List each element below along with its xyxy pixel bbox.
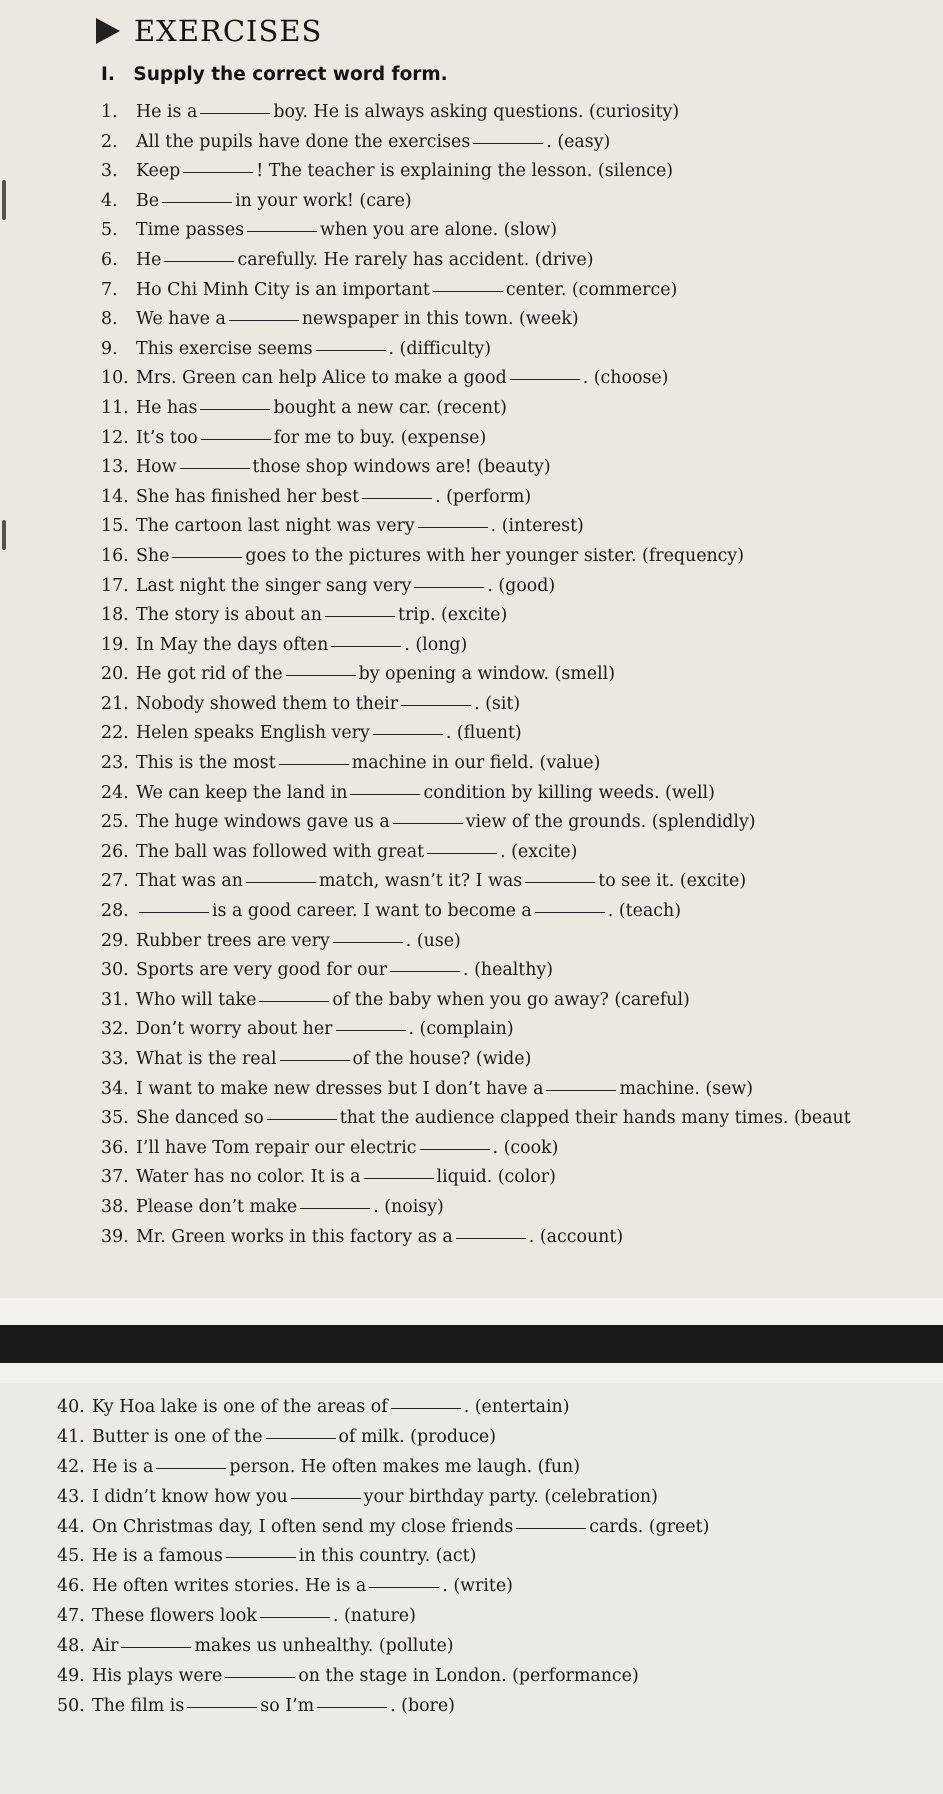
item-number: 15. xyxy=(101,516,129,537)
answer-blank[interactable] xyxy=(286,674,356,676)
exercise-item xyxy=(101,246,851,276)
item-number: 17. xyxy=(101,575,129,596)
exercise-item xyxy=(101,690,851,720)
item-text-before: I want to make new dresses but I don’t have a xyxy=(136,1078,544,1099)
item-text-after: . (excite) xyxy=(500,841,578,862)
item-number: 16. xyxy=(101,545,129,566)
exercise-item xyxy=(101,660,851,690)
item-number: 23. xyxy=(101,753,129,774)
exercise-item xyxy=(57,1542,709,1572)
answer-blank[interactable] xyxy=(180,467,250,469)
answer-blank[interactable] xyxy=(247,230,317,232)
item-number: 49. xyxy=(57,1666,85,1687)
item-number: 50. xyxy=(57,1695,85,1716)
item-text-before: He got rid of the xyxy=(136,664,283,685)
item-text-after: carefully. He rarely has accident. (drive) xyxy=(237,249,594,270)
item-text-after: to see it. (excite) xyxy=(598,871,747,892)
item-text-before: The film is xyxy=(92,1695,185,1716)
exercise-item xyxy=(101,1104,851,1134)
item-number: 43. xyxy=(57,1486,85,1507)
item-text-before: We can keep the land in xyxy=(136,782,348,803)
item-text-after: when you are alone. (slow) xyxy=(320,220,558,241)
item-text-before: It’s too xyxy=(136,427,198,448)
item-text-before: Be xyxy=(136,190,160,211)
exercise-item xyxy=(101,572,851,602)
exercise-item xyxy=(57,1572,709,1602)
answer-blank[interactable] xyxy=(420,1148,490,1150)
exercise-item xyxy=(101,808,851,838)
answer-blank[interactable] xyxy=(317,1706,387,1708)
answer-blank[interactable] xyxy=(336,1029,406,1031)
item-text-before: Air xyxy=(92,1636,119,1657)
part-label: I. xyxy=(101,64,115,85)
item-text-after: for me to buy. (expense) xyxy=(273,427,487,448)
page-gap xyxy=(0,1298,943,1325)
answer-blank[interactable] xyxy=(331,645,401,647)
item-text-before: Please don’t make xyxy=(136,1196,298,1217)
item-number: 20. xyxy=(101,664,129,685)
exercise-item xyxy=(101,1163,851,1193)
item-text-before: He xyxy=(136,249,162,270)
exercise-item xyxy=(101,749,851,779)
page-bottom xyxy=(0,1383,943,1794)
answer-blank[interactable] xyxy=(427,852,497,854)
item-number: 40. xyxy=(57,1397,85,1417)
item-text-after: in this country. (act) xyxy=(298,1546,477,1567)
item-text-before: The story is about an xyxy=(136,605,322,626)
item-number: 47. xyxy=(57,1606,85,1627)
exercise-item xyxy=(57,1513,709,1543)
answer-blank[interactable] xyxy=(156,1467,226,1469)
item-text-after: . (interest) xyxy=(490,516,584,537)
item-text-before: How xyxy=(136,457,177,478)
exercise-item xyxy=(101,719,851,749)
item-text-before: He is a xyxy=(136,102,198,122)
item-number: 35. xyxy=(101,1108,129,1129)
item-text-after: . (complain) xyxy=(408,1019,514,1040)
item-number: 21. xyxy=(101,693,129,714)
answer-blank[interactable] xyxy=(364,1177,434,1179)
item-number: 29. xyxy=(101,930,129,951)
answer-blank[interactable] xyxy=(401,704,471,706)
item-text-before: We have a xyxy=(136,309,226,330)
item-text-before: Water has no color. It is a xyxy=(136,1167,361,1188)
answer-blank[interactable] xyxy=(187,1706,257,1708)
item-text-before: Keep xyxy=(136,161,181,182)
item-text-before: Mr. Green works in this factory as a xyxy=(136,1226,453,1247)
item-text-after: . (perform) xyxy=(435,486,532,507)
exercise-item xyxy=(101,1045,851,1075)
answer-blank[interactable] xyxy=(172,556,242,558)
item-text-after: center. (commerce) xyxy=(505,279,678,300)
item-number: 42. xyxy=(57,1456,85,1477)
item-number: 30. xyxy=(101,960,129,981)
answer-blank[interactable] xyxy=(259,1000,329,1002)
item-text-after: goes to the pictures with her younger sister. (frequency) xyxy=(245,545,745,566)
answer-blank[interactable] xyxy=(246,881,316,883)
item-number: 19. xyxy=(101,634,129,655)
item-text-after: of the house? (wide) xyxy=(352,1049,532,1069)
answer-blank[interactable] xyxy=(456,1237,526,1239)
item-text-after: that the audience clapped their hands many times. (beaut xyxy=(339,1108,851,1129)
item-text-after: bought a new car. (recent) xyxy=(273,397,507,418)
answer-blank[interactable] xyxy=(414,586,484,588)
item-number: 6. xyxy=(101,249,118,270)
exercise-item xyxy=(101,1075,851,1105)
item-text-before: He is a xyxy=(92,1456,154,1477)
item-number: 14. xyxy=(101,486,129,507)
answer-blank[interactable] xyxy=(225,1676,295,1678)
exercise-item xyxy=(57,1632,709,1662)
exercise-item xyxy=(101,394,851,424)
page-edge-mark xyxy=(2,180,6,220)
item-text-after: match, wasn’t it? I was xyxy=(318,871,523,892)
answer-blank[interactable] xyxy=(300,1207,370,1209)
item-text-before: Time passes xyxy=(136,220,245,241)
answer-blank[interactable] xyxy=(200,408,270,410)
exercise-item xyxy=(101,187,851,217)
item-number: 38. xyxy=(101,1196,129,1217)
item-number: 26. xyxy=(101,841,129,862)
item-number: 48. xyxy=(57,1636,85,1657)
answer-blank[interactable] xyxy=(391,1407,461,1409)
item-text-after: view of the grounds. (splendidly) xyxy=(465,812,756,833)
item-text-after: . (fluent) xyxy=(445,723,522,744)
item-text-before: Sports are very good for our xyxy=(136,960,388,981)
item-number: 24. xyxy=(101,782,129,803)
item-text-after: so I’m xyxy=(260,1695,315,1716)
item-text-after: your birthday party. (celebration) xyxy=(363,1486,658,1507)
item-text-before: Who will take xyxy=(136,989,257,1010)
answer-blank[interactable] xyxy=(516,1527,586,1529)
item-text-after: makes us unhealthy. (pollute) xyxy=(194,1636,454,1657)
item-text-after: liquid. (color) xyxy=(436,1167,556,1188)
section-title-text: EXERCISES xyxy=(134,14,323,48)
part-heading xyxy=(101,64,448,85)
part-instruction: Supply the correct word form. xyxy=(133,64,448,85)
item-number: 44. xyxy=(57,1516,85,1537)
answer-blank[interactable] xyxy=(546,1089,616,1091)
exercise-item xyxy=(101,1015,851,1045)
item-number: 37. xyxy=(101,1167,129,1188)
item-number: 9. xyxy=(101,338,118,359)
item-number: 12. xyxy=(101,427,129,448)
answer-blank[interactable] xyxy=(362,497,432,499)
answer-blank[interactable] xyxy=(279,763,349,765)
item-text-before: All the pupils have done the exercises xyxy=(136,131,471,152)
item-text-after: condition by killing weeds. (well) xyxy=(423,782,715,803)
item-number: 46. xyxy=(57,1576,85,1597)
item-number: 2. xyxy=(101,131,118,152)
answer-blank[interactable] xyxy=(266,1437,336,1439)
answer-blank[interactable] xyxy=(390,970,460,972)
exercise-item xyxy=(57,1393,709,1423)
answer-blank[interactable] xyxy=(510,378,580,380)
section-title xyxy=(96,14,322,48)
item-text-after: . (easy) xyxy=(546,131,611,152)
item-number: 45. xyxy=(57,1546,85,1567)
item-text-after: newspaper in this town. (week) xyxy=(301,309,579,330)
exercise-item xyxy=(101,305,851,335)
exercise-item xyxy=(101,128,851,158)
item-number: 7. xyxy=(101,279,118,300)
answer-blank[interactable] xyxy=(200,112,270,114)
answer-blank[interactable] xyxy=(369,1586,439,1588)
item-text-before: She xyxy=(136,545,170,566)
item-text-after: . (healthy) xyxy=(463,960,554,981)
answer-blank[interactable] xyxy=(316,349,386,351)
exercise-item xyxy=(57,1423,709,1453)
item-number: 4. xyxy=(101,190,118,211)
answer-blank[interactable] xyxy=(393,822,463,824)
triangle-arrow-icon xyxy=(96,18,120,44)
item-number: 41. xyxy=(57,1426,85,1447)
item-text-after: . (nature) xyxy=(332,1606,416,1627)
page-divider xyxy=(0,1325,943,1363)
item-text-after: of milk. (produce) xyxy=(338,1426,497,1447)
item-number: 39. xyxy=(101,1226,129,1247)
item-text-before: Ho Chi Minh City is an important xyxy=(136,279,430,300)
item-text-after: in your work! (care) xyxy=(235,190,412,211)
exercise-item xyxy=(101,483,851,513)
item-text-after: of the baby when you go away? (careful) xyxy=(332,989,690,1010)
item-text-after: machine. (sew) xyxy=(619,1078,754,1099)
item-text-before: He is a famous xyxy=(92,1546,223,1567)
item-number: 5. xyxy=(101,220,118,241)
item-text-after: . (cook) xyxy=(492,1137,559,1158)
exercise-item xyxy=(101,453,851,483)
answer-blank[interactable] xyxy=(418,526,488,528)
item-number: 32. xyxy=(101,1019,129,1040)
exercise-item xyxy=(101,631,851,661)
item-text-after: . (choose) xyxy=(582,368,669,389)
exercise-item xyxy=(101,216,851,246)
item-text-before: In May the days often xyxy=(136,634,329,655)
exercise-list-part2 xyxy=(57,1393,709,1722)
item-text-before: Last night the singer sang very xyxy=(136,575,412,596)
item-text-before: The huge windows gave us a xyxy=(136,812,390,833)
answer-blank[interactable] xyxy=(121,1646,191,1648)
item-number: 3. xyxy=(101,161,118,182)
item-text-after: . (bore) xyxy=(390,1695,455,1716)
answer-blank[interactable] xyxy=(373,733,443,735)
item-text-after: . (long) xyxy=(404,634,468,655)
item-text-before: Mrs. Green can help Alice to make a good xyxy=(136,368,507,389)
item-number: 13. xyxy=(101,457,129,478)
answer-blank[interactable] xyxy=(350,793,420,795)
item-number: 36. xyxy=(101,1137,129,1158)
exercise-item xyxy=(101,512,851,542)
item-number: 8. xyxy=(101,309,118,330)
exercise-item xyxy=(101,364,851,394)
item-text-before: Ky Hoa lake is one of the areas of xyxy=(92,1397,388,1417)
item-text-before: His plays were xyxy=(92,1666,223,1687)
item-number: 33. xyxy=(101,1049,129,1069)
exercise-item xyxy=(101,424,851,454)
answer-blank[interactable] xyxy=(473,142,543,144)
item-text-after: . (entertain) xyxy=(463,1397,570,1417)
exercise-item xyxy=(57,1453,709,1483)
answer-blank[interactable] xyxy=(267,1118,337,1120)
answer-blank[interactable] xyxy=(525,881,595,883)
item-text-after: . (teach) xyxy=(607,901,681,922)
exercise-item xyxy=(101,335,851,365)
answer-blank[interactable] xyxy=(139,911,209,913)
item-number: 25. xyxy=(101,812,129,833)
exercise-item xyxy=(101,98,851,128)
exercise-item xyxy=(57,1483,709,1513)
item-text-before: Helen speaks English very xyxy=(136,723,370,744)
item-text-after: . (sit) xyxy=(474,693,521,714)
exercise-item xyxy=(57,1662,709,1692)
item-text-after: boy. He is always asking questions. (curiosity) xyxy=(273,102,680,122)
exercise-item xyxy=(101,897,851,927)
item-text-before: On Christmas day, I often send my close friends xyxy=(92,1516,514,1537)
answer-blank[interactable] xyxy=(162,201,232,203)
exercise-item xyxy=(101,986,851,1016)
exercise-item xyxy=(101,779,851,809)
item-text-before: Don’t worry about her xyxy=(136,1019,333,1040)
item-text-after: . (noisy) xyxy=(373,1196,444,1217)
item-text-after: is a good career. I want to become a xyxy=(212,901,532,922)
item-number: 11. xyxy=(101,397,129,418)
item-number: 10. xyxy=(101,368,129,389)
answer-blank[interactable] xyxy=(291,1497,361,1499)
item-number: 18. xyxy=(101,605,129,626)
item-number: 27. xyxy=(101,871,129,892)
answer-blank[interactable] xyxy=(325,615,395,617)
exercise-item xyxy=(101,867,851,897)
item-text-after: by opening a window. (smell) xyxy=(358,664,615,685)
exercise-item xyxy=(57,1692,709,1722)
answer-blank[interactable] xyxy=(226,1556,296,1558)
item-text-after: . (good) xyxy=(487,575,556,596)
item-text-before: He often writes stories. He is a xyxy=(92,1576,367,1597)
item-number: 1. xyxy=(101,102,118,122)
item-text-before: I’ll have Tom repair our electric xyxy=(136,1137,417,1158)
item-text-before: That was an xyxy=(136,871,243,892)
answer-blank[interactable] xyxy=(201,438,271,440)
item-number: 31. xyxy=(101,989,129,1010)
answer-blank[interactable] xyxy=(433,290,503,292)
item-text-before: Rubber trees are very xyxy=(136,930,330,951)
exercise-item xyxy=(101,542,851,572)
item-text-after: on the stage in London. (performance) xyxy=(298,1666,639,1687)
item-text-before: Nobody showed them to their xyxy=(136,693,399,714)
item-text-after: those shop windows are! (beauty) xyxy=(252,457,551,478)
item-number: 28. xyxy=(101,901,129,922)
item-text-after: . (account) xyxy=(528,1226,624,1247)
item-text-before: The ball was followed with great xyxy=(136,841,425,862)
answer-blank[interactable] xyxy=(535,911,605,913)
item-text-after: ! The teacher is explaining the lesson. (silence) xyxy=(256,161,674,182)
item-text-after: . (difficulty) xyxy=(388,338,492,359)
item-text-before: He has xyxy=(136,397,198,418)
exercise-item xyxy=(101,956,851,986)
exercise-item xyxy=(101,838,851,868)
exercise-item xyxy=(101,276,851,306)
answer-blank[interactable] xyxy=(229,319,299,321)
item-text-after: machine in our field. (value) xyxy=(351,753,601,774)
item-text-after: . (write) xyxy=(442,1576,513,1597)
answer-blank[interactable] xyxy=(333,941,403,943)
exercise-item xyxy=(101,601,851,631)
item-number: 34. xyxy=(101,1078,129,1099)
item-text-after: cards. (greet) xyxy=(589,1516,710,1537)
answer-blank[interactable] xyxy=(183,171,253,173)
exercise-item xyxy=(101,157,851,187)
answer-blank[interactable] xyxy=(164,260,234,262)
exercise-item xyxy=(101,1193,851,1223)
exercise-item xyxy=(101,1223,851,1253)
item-text-before: I didn’t know how you xyxy=(92,1486,288,1507)
item-text-before: This is the most xyxy=(136,753,276,774)
exercise-list-part1 xyxy=(101,98,851,1252)
item-text-before: She has finished her best xyxy=(136,486,360,507)
item-text-before: These flowers look xyxy=(92,1606,257,1627)
item-text-before: The cartoon last night was very xyxy=(136,516,415,537)
exercise-item xyxy=(101,1134,851,1164)
item-text-before: This exercise seems xyxy=(136,338,313,359)
item-text-after: . (use) xyxy=(405,930,461,951)
item-text-before: She danced so xyxy=(136,1108,264,1129)
item-text-before: Butter is one of the xyxy=(92,1426,263,1447)
item-text-after: trip. (excite) xyxy=(397,605,508,626)
page-edge-mark xyxy=(2,520,6,550)
item-number: 22. xyxy=(101,723,129,744)
answer-blank[interactable] xyxy=(260,1616,330,1618)
exercise-item xyxy=(101,927,851,957)
page-gap xyxy=(0,1363,943,1383)
item-text-after: person. He often makes me laugh. (fun) xyxy=(229,1456,581,1477)
item-text-before: What is the real xyxy=(136,1049,277,1069)
answer-blank[interactable] xyxy=(280,1059,350,1061)
exercise-item xyxy=(57,1602,709,1632)
